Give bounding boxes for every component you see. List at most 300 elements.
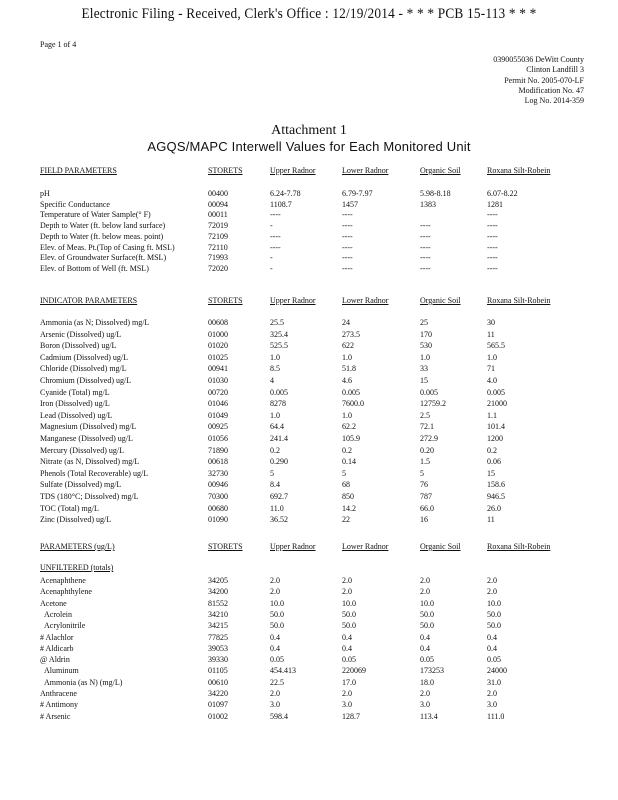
unit-value: 50.0 (487, 609, 501, 619)
unit-value: 6.24-7.78 (270, 189, 301, 198)
unit-value: 0.005 (420, 387, 438, 397)
storet-code: 01020 (208, 341, 228, 351)
storet-code: 01025 (208, 352, 228, 362)
indicator-parameter-row (0, 469, 618, 479)
unit-value: 24000 (487, 666, 507, 676)
unit-value: 31.0 (487, 677, 501, 687)
field-parameter-row (0, 264, 618, 274)
unit-value: 10.0 (342, 598, 356, 608)
unit-value: 50.0 (342, 609, 356, 619)
unit-value: Lower Radnor (342, 296, 389, 305)
unit-value: - (270, 263, 273, 273)
parameter-row (0, 678, 618, 688)
unit-value: Roxana Silt-Robein (487, 542, 551, 551)
unit-value: 26.0 (487, 503, 501, 513)
ident-line: Modification No. 47 (518, 85, 584, 95)
unit-value: ---- (420, 263, 431, 273)
unit-value: Organic Soil (420, 296, 461, 305)
unit-value: Lower Radnor (342, 542, 389, 551)
unit-value: 1.0 (270, 352, 280, 362)
storet-code: 77825 (208, 632, 228, 642)
unit-value: 105.9 (342, 434, 360, 443)
parameter-row (0, 576, 618, 586)
storet-code: 34215 (208, 621, 228, 631)
parameter-row (0, 621, 618, 631)
storet-code: 81552 (208, 598, 228, 608)
unit-value: 8278 (270, 399, 286, 409)
unit-value: 273.5 (342, 329, 360, 339)
storet-code: 34200 (208, 587, 228, 597)
storet-code: 00618 (208, 457, 228, 467)
unit-value: 36.52 (270, 515, 288, 525)
parameters-header (0, 542, 618, 552)
storet-code: 00720 (208, 387, 228, 397)
unit-value: 2.0 (342, 587, 352, 597)
unit-value: 1281 (487, 199, 503, 209)
unit-value: 17.0 (342, 677, 356, 687)
parameter-name: # Aldicarb (40, 643, 74, 653)
unit-value: 24 (342, 318, 350, 327)
storet-code: 39053 (208, 643, 228, 653)
unit-value: Roxana Silt-Robein (487, 166, 551, 175)
parameter-name: Elev. of Bottom of Well (ft. MSL) (40, 263, 149, 273)
unit-value: 2.0 (420, 689, 430, 698)
unit-value: Roxana Silt-Robein (487, 296, 551, 305)
unit-value: 128.7 (342, 711, 360, 721)
unit-value: 0.4 (270, 632, 280, 642)
unit-value: 0.05 (270, 655, 284, 665)
unit-value: 50.0 (420, 609, 434, 619)
unit-value: ---- (487, 210, 498, 220)
unit-value: 325.4 (270, 329, 288, 339)
unit-value: 1.5 (420, 457, 430, 467)
parameter-name: Ammonia (as N) (mg/L) (44, 677, 123, 687)
unit-value: 0.05 (420, 655, 434, 665)
storet-code: 01046 (208, 399, 228, 409)
unit-value: ---- (342, 231, 353, 241)
parameter-name: Lead (Dissolved) ug/L (40, 410, 113, 420)
unit-value: 2.0 (270, 689, 280, 698)
ident-line: Clinton Landfill 3 (526, 65, 584, 75)
parameter-row (0, 712, 618, 722)
unit-value: 66.0 (420, 503, 434, 513)
unit-value: 2.0 (420, 587, 430, 597)
unit-value: 2.0 (487, 689, 497, 698)
unit-value: 158.6 (487, 480, 505, 490)
parameter-row (0, 655, 618, 665)
field-parameter-row (0, 232, 618, 242)
parameter-name: TDS (180°C; Dissolved) mg/L (40, 492, 139, 501)
field-parameter-row (0, 221, 618, 231)
unit-value: 1.0 (270, 410, 280, 420)
field-parameter-row (0, 243, 618, 253)
unit-value: 241.4 (270, 434, 288, 443)
unit-value: 0.2 (270, 445, 280, 455)
unit-value: 2.5 (420, 410, 430, 420)
parameter-row (0, 700, 618, 710)
storet-code: 01030 (208, 376, 228, 385)
unit-value: ---- (420, 221, 431, 231)
parameter-row (0, 610, 618, 620)
storet-code: 00941 (208, 364, 228, 374)
storet-code: 01002 (208, 711, 228, 721)
subheader-label: UNFILTERED (totals) (40, 563, 114, 572)
unit-value: 6.07-8.22 (487, 189, 518, 198)
unit-value: 946.5 (487, 492, 505, 501)
unit-value: ---- (487, 221, 498, 231)
unit-value: ---- (342, 221, 353, 231)
unit-value: 4.0 (487, 376, 497, 385)
indicator-parameter-row (0, 446, 618, 456)
unit-value: Upper Radnor (270, 296, 316, 305)
unit-value: 2.0 (342, 576, 352, 585)
unit-value: 1.0 (342, 352, 352, 362)
parameter-name: Boron (Dissolved) ug/L (40, 341, 117, 351)
storet-code: 01105 (208, 666, 228, 676)
unit-value: 71 (487, 364, 495, 374)
unit-value: 850 (342, 492, 354, 501)
unit-value: 5 (270, 468, 274, 478)
unit-value: 15 (487, 468, 495, 478)
unit-value: Lower Radnor (342, 166, 389, 175)
indicator-parameter-row (0, 388, 618, 398)
storet-code: 71993 (208, 253, 228, 263)
storet-code: 72019 (208, 221, 228, 231)
storet-code: 00680 (208, 503, 228, 513)
unit-value: 1.0 (487, 352, 497, 362)
unit-value: 30 (487, 318, 495, 327)
parameter-name: @ Aldrin (40, 655, 70, 665)
unit-value: 51.8 (342, 364, 356, 374)
unit-value: 14.2 (342, 503, 356, 513)
unit-value: 10.0 (487, 598, 501, 608)
indicator-parameter-row (0, 434, 618, 444)
unit-value: 0.290 (270, 457, 288, 467)
parameter-name: FIELD PARAMETERS (40, 166, 117, 175)
unit-value: 565.5 (487, 341, 505, 351)
indicator-parameter-row (0, 457, 618, 467)
unit-value: 0.4 (487, 643, 497, 653)
storet-code: 72020 (208, 263, 228, 273)
unit-value: 2.0 (270, 576, 280, 585)
parameter-name: Iron (Dissolved) ug/L (40, 399, 110, 409)
unit-value: 50.0 (270, 609, 284, 619)
unit-value: 0.05 (342, 655, 356, 665)
unit-value: 2.0 (420, 576, 430, 585)
parameter-name: Mercury (Dissolved) ug/L (40, 445, 124, 455)
unit-value: 72.1 (420, 422, 434, 432)
storet-code: 01090 (208, 515, 228, 525)
indicator-parameter-row (0, 399, 618, 409)
parameter-name: pH (40, 189, 50, 198)
indicator-parameter-row (0, 480, 618, 490)
unit-value: 1.0 (420, 352, 430, 362)
storet-code: 00610 (208, 677, 228, 687)
parameter-row (0, 666, 618, 676)
unit-value: ---- (342, 253, 353, 263)
indicator-parameter-row (0, 341, 618, 351)
parameter-name: Manganese (Dissolved) ug/L (40, 434, 133, 443)
attachment-subtitle: AGQS/MAPC Interwell Values for Each Monitored Unit (147, 139, 471, 154)
unit-value: 1200 (487, 434, 503, 443)
parameter-name: Nitrate (as N, Dissolved) mg/L (40, 457, 140, 467)
storet-code: STORETS (208, 166, 243, 175)
storet-code: 70300 (208, 492, 228, 501)
storet-code: 00946 (208, 480, 228, 490)
unit-value: 11.0 (270, 503, 284, 513)
unit-value: 10.0 (270, 598, 284, 608)
unit-value: 101.4 (487, 422, 505, 432)
indicator-parameter-row (0, 422, 618, 432)
parameter-name: Arsenic (Dissolved) ug/L (40, 329, 122, 339)
unit-value: 4 (270, 376, 274, 385)
unit-value: 0.4 (420, 632, 430, 642)
unit-value: 18.0 (420, 677, 434, 687)
parameter-row (0, 599, 618, 609)
parameter-name: Acrylonitrile (44, 621, 86, 631)
parameter-name: Chloride (Dissolved) mg/L (40, 364, 127, 374)
unit-value: ---- (270, 210, 281, 220)
parameter-name: TOC (Total) mg/L (40, 503, 99, 513)
parameter-row (0, 633, 618, 643)
unit-value: ---- (270, 231, 281, 241)
unit-value: 2.0 (487, 587, 497, 597)
parameter-name: Zinc (Dissolved) ug/L (40, 515, 112, 525)
unit-value: 33 (420, 364, 428, 374)
parameter-name: Elev. of Meas. Pt.(Top of Casing ft. MSL) (40, 242, 175, 252)
parameter-name: Elev. of Groundwater Surface(ft. MSL) (40, 253, 167, 263)
unit-value: 25.5 (270, 318, 284, 327)
field-parameter-row (0, 189, 618, 199)
unit-value: 113.4 (420, 711, 438, 721)
indicator-parameters-header (0, 296, 618, 306)
unit-value: 220069 (342, 666, 366, 676)
indicator-parameter-row (0, 318, 618, 328)
parameter-row (0, 587, 618, 597)
storet-code: STORETS (208, 542, 243, 551)
unit-value: 5 (342, 468, 346, 478)
storet-code: 72109 (208, 231, 228, 241)
unit-value: 0.06 (487, 457, 501, 467)
unit-value: 5.98-8.18 (420, 189, 451, 198)
unit-value: 15 (420, 376, 428, 385)
unit-value: 25 (420, 318, 428, 327)
unit-value: Organic Soil (420, 166, 461, 175)
unit-value: 0.005 (270, 387, 288, 397)
unit-value: ---- (342, 242, 353, 252)
parameter-name: Cadmium (Dissolved) ug/L (40, 352, 128, 362)
parameter-name: Chromium (Dissolved) ug/L (40, 376, 132, 385)
unit-value: 170 (420, 329, 432, 339)
unit-value: ---- (487, 263, 498, 273)
unit-value: 68 (342, 480, 350, 490)
unit-value: 5 (420, 468, 424, 478)
parameter-name: Magnesium (Dissolved) mg/L (40, 422, 137, 432)
unit-value: 8.4 (270, 480, 280, 490)
unit-value: 0.20 (420, 445, 434, 455)
parameter-name: Sulfate (Dissolved) mg/L (40, 480, 122, 490)
storet-code: 39330 (208, 655, 228, 665)
unit-value: ---- (270, 242, 281, 252)
unit-value: 0.4 (342, 643, 352, 653)
unit-value: 1.1 (487, 410, 497, 420)
indicator-parameter-row (0, 504, 618, 514)
unit-value: 10.0 (420, 598, 434, 608)
parameter-name: PARAMETERS (ug/L) (40, 542, 115, 551)
parameter-name: Acenaphthylene (40, 587, 92, 597)
unit-value: 4.6 (342, 376, 352, 385)
unit-value: 173253 (420, 666, 444, 676)
unit-value: ---- (342, 210, 353, 220)
unit-value: ---- (487, 231, 498, 241)
unit-value: 50.0 (342, 621, 356, 631)
unit-value: 2.0 (270, 587, 280, 597)
unit-value: ---- (420, 242, 431, 252)
unit-value: 530 (420, 341, 432, 351)
unit-value: 0.4 (420, 643, 430, 653)
unit-value: 1383 (420, 199, 436, 209)
indicator-parameter-row (0, 376, 618, 386)
unit-value: 7600.0 (342, 399, 364, 409)
unit-value: ---- (342, 263, 353, 273)
parameter-name: # Arsenic (40, 711, 71, 721)
parameter-name: Temperature of Water Sample(° F) (40, 210, 151, 220)
unit-value: Organic Soil (420, 542, 461, 551)
unit-value: 3.0 (487, 700, 497, 710)
parameter-name: Specific Conductance (40, 199, 110, 209)
parameter-row (0, 689, 618, 699)
unit-value: 8.5 (270, 364, 280, 374)
parameter-name: Acenaphthene (40, 576, 86, 585)
unit-value: 272.9 (420, 434, 438, 443)
unit-value: 0.4 (270, 643, 280, 653)
storet-code: 00400 (208, 189, 228, 198)
parameter-row (0, 644, 618, 654)
unit-value: 0.2 (342, 445, 352, 455)
unit-value: 22 (342, 515, 350, 525)
indicator-parameter-row (0, 492, 618, 502)
storet-code: 00094 (208, 199, 228, 209)
parameter-name: Cyanide (Total) mg/L (40, 387, 110, 397)
permit-identification (384, 55, 584, 106)
unit-value: 0.4 (487, 632, 497, 642)
unit-value: 598.4 (270, 711, 288, 721)
unit-value: ---- (420, 231, 431, 241)
unit-value: 0.05 (487, 655, 501, 665)
unit-value: 0.4 (342, 632, 352, 642)
unit-value: 11 (487, 329, 495, 339)
unit-value: 1.0 (342, 410, 352, 420)
unit-value: 50.0 (420, 621, 434, 631)
field-parameters-header (0, 166, 618, 176)
unit-value: 0.005 (487, 387, 505, 397)
storet-code: 32730 (208, 468, 228, 478)
unit-value: 622 (342, 341, 354, 351)
unit-value: 12759.2 (420, 399, 446, 409)
storet-code: 01097 (208, 700, 228, 710)
unit-value: 0.14 (342, 457, 356, 467)
parameter-name: Anthracene (40, 689, 77, 698)
parameter-name: # Alachlor (40, 632, 74, 642)
field-parameter-row (0, 253, 618, 263)
unit-value: ---- (487, 253, 498, 263)
unit-value: 3.0 (342, 700, 352, 710)
unit-value: Upper Radnor (270, 166, 316, 175)
unit-value: 11 (487, 515, 495, 525)
parameter-name: Acrolein (44, 609, 72, 619)
storet-code: 34220 (208, 689, 228, 698)
storet-code: 00608 (208, 318, 228, 327)
unit-value: 525.5 (270, 341, 288, 351)
unit-value: 787 (420, 492, 432, 501)
unit-value: Upper Radnor (270, 542, 316, 551)
attachment-title: Attachment 1 (271, 123, 347, 138)
parameter-name: # Antimony (40, 700, 79, 710)
parameter-name: Depth to Water (ft. below meas. point) (40, 231, 164, 241)
unit-value: 1457 (342, 199, 358, 209)
parameter-name: Ammonia (as N; Dissolved) mg/L (40, 318, 150, 327)
parameter-name: Aluminum (44, 666, 79, 676)
storet-code: STORETS (208, 296, 243, 305)
storet-code: 01000 (208, 329, 228, 339)
unit-value: 2.0 (342, 689, 352, 698)
unit-value: 1108.7 (270, 199, 292, 209)
storet-code: 01056 (208, 434, 228, 443)
field-parameter-row (0, 200, 618, 210)
filing-banner: Electronic Filing - Received, Clerk's Office : 12/19/2014 - * * * PCB 15-113 * * * (81, 6, 537, 22)
parameter-name: Acetone (40, 598, 67, 608)
unit-value: 22.5 (270, 677, 284, 687)
indicator-parameter-row (0, 330, 618, 340)
unit-value: - (270, 253, 273, 263)
indicator-parameter-row (0, 353, 618, 363)
storet-code: 01049 (208, 410, 228, 420)
unit-value: 16 (420, 515, 428, 525)
unit-value: 111.0 (487, 711, 505, 721)
unit-value: 76 (420, 480, 428, 490)
unit-value: 0.005 (342, 387, 360, 397)
unit-value: 0.2 (487, 445, 497, 455)
unit-value: ---- (487, 242, 498, 252)
unit-value: 2.0 (487, 576, 497, 585)
parameter-name: Depth to Water (ft. below land surface) (40, 221, 166, 231)
unit-value: 6.79-7.97 (342, 189, 373, 198)
unit-value: 454.413 (270, 666, 296, 676)
storet-code: 00925 (208, 422, 228, 432)
unit-value: 3.0 (270, 700, 280, 710)
page-number: Page 1 of 4 (40, 40, 77, 49)
unit-value: 3.0 (420, 700, 430, 710)
unit-value: 62.2 (342, 422, 356, 432)
field-parameter-row (0, 210, 618, 220)
storet-code: 71890 (208, 445, 228, 455)
unit-value: ---- (420, 253, 431, 263)
unit-value: 64.4 (270, 422, 284, 432)
indicator-parameter-row (0, 364, 618, 374)
unit-value: - (270, 221, 273, 231)
storet-code: 00011 (208, 210, 228, 220)
parameter-name: INDICATOR PARAMETERS (40, 296, 138, 305)
ident-line: Log No. 2014-359 (524, 96, 584, 106)
ident-line: 0390055036 DeWitt County (493, 55, 584, 64)
storet-code: 72110 (208, 242, 228, 252)
indicator-parameter-row (0, 411, 618, 421)
unit-value: 50.0 (487, 621, 501, 631)
parameter-name: Phenols (Total Recoverable) ug/L (40, 468, 149, 478)
unit-value: 50.0 (270, 621, 284, 631)
unit-value: 21000 (487, 399, 507, 409)
ident-line: Permit No. 2005-070-LF (504, 75, 584, 85)
